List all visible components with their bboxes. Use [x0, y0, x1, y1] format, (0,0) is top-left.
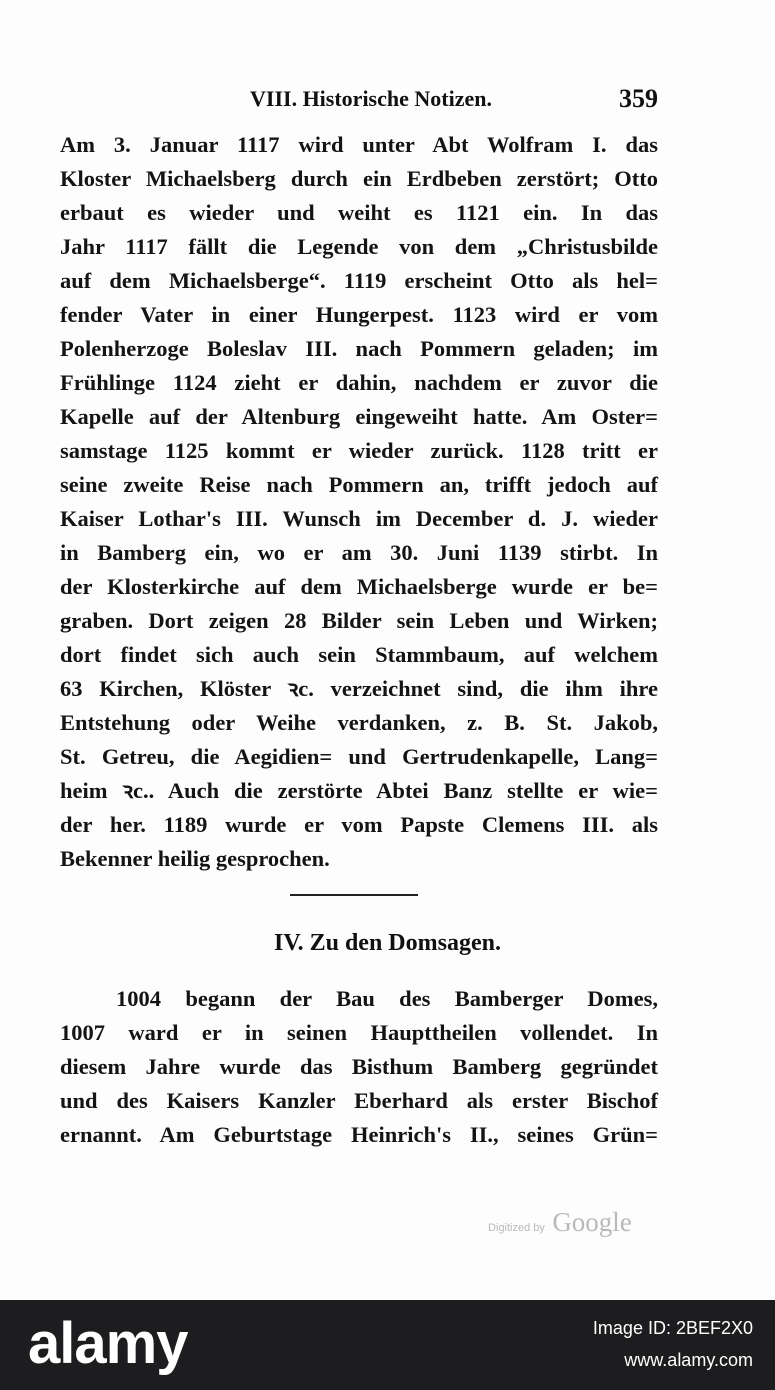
footer-url: www.alamy.com: [624, 1350, 753, 1370]
text-line: Kapelle auf der Altenburg eingeweiht hatte. Am Oster=: [60, 404, 658, 429]
text-line: Am 3. Januar 1117 wird unter Abt Wolfram I. das: [60, 132, 658, 157]
section-divider: [290, 894, 418, 896]
page-header: [60, 84, 658, 120]
text-line: Jahr 1117 fällt die Legende von dem „Christusbilde: [60, 234, 658, 259]
text-line: 1004 begann der Bau des Bamberger Domes,: [116, 986, 658, 1011]
text-line: Entstehung oder Weihe verdanken, z. B. St. Jakob,: [60, 710, 658, 735]
text-line: erbaut es wieder und weiht es 1121 ein. In das: [60, 200, 658, 225]
paragraph-2: [60, 982, 658, 1152]
paragraph-1: [60, 128, 658, 876]
google-watermark: [488, 1207, 632, 1238]
text-line: Bekenner heilig gesprochen.: [60, 846, 330, 871]
text-line: in Bamberg ein, wo er am 30. Juni 1139 stirbt. In: [60, 540, 658, 565]
text-line: 63 Kirchen, Klöster ꝛc. verzeichnet sind, die ihm ihre: [60, 676, 658, 701]
text-line: Kaiser Lothar's III. Wunsch im December d. J. wieder: [60, 506, 658, 531]
text-line: heim ꝛc.. Auch die zerstörte Abtei Banz stellte er wie=: [60, 778, 658, 803]
section-heading: IV. Zu den Domsagen.: [274, 930, 501, 956]
text-line: graben. Dort zeigen 28 Bilder sein Leben und Wirken;: [60, 608, 658, 633]
digitized-by-label: Digitized by: [488, 1222, 545, 1234]
text-line: ernannt. Am Geburtstage Heinrich's II., seines Grün=: [60, 1122, 658, 1147]
text-line: und des Kaisers Kanzler Eberhard als erster Bischof: [60, 1088, 658, 1113]
text-line: dort findet sich auch sein Stammbaum, auf welchem: [60, 642, 658, 667]
google-logo: Google: [552, 1207, 632, 1237]
text-line: der her. 1189 wurde er vom Papste Clemens III. als: [60, 812, 658, 837]
text-line: diesem Jahre wurde das Bisthum Bamberg gegründet: [60, 1054, 658, 1079]
page-number: 359: [619, 84, 658, 113]
text-line: 1007 ward er in seinen Haupttheilen vollendet. In: [60, 1020, 658, 1045]
text-line: samstage 1125 kommt er wieder zurück. 1128 tritt er: [60, 438, 658, 463]
text-line: auf dem Michaelsberge“. 1119 erscheint Otto als hel=: [60, 268, 658, 293]
text-line: Polenherzoge Boleslav III. nach Pommern geladen; im: [60, 336, 658, 361]
alamy-logo: alamy: [28, 1311, 188, 1376]
text-line: der Klosterkirche auf dem Michaelsberge wurde er be=: [60, 574, 658, 599]
running-head: VIII. Historische Notizen.: [250, 86, 492, 111]
image-id-label: Image ID: 2BEF2X0: [592, 1318, 753, 1338]
stock-footer: [0, 1300, 775, 1390]
text-line: Kloster Michaelsberg durch ein Erdbeben zerstört; Otto: [60, 166, 658, 191]
text-line: St. Getreu, die Aegidien= und Gertrudenkapelle, Lang=: [60, 744, 658, 769]
text-line: seine zweite Reise nach Pommern an, trifft jedoch auf: [60, 472, 658, 497]
text-line: Frühlinge 1124 zieht er dahin, nachdem er zuvor die: [60, 370, 658, 395]
text-line: fender Vater in einer Hungerpest. 1123 wird er vom: [60, 302, 658, 327]
